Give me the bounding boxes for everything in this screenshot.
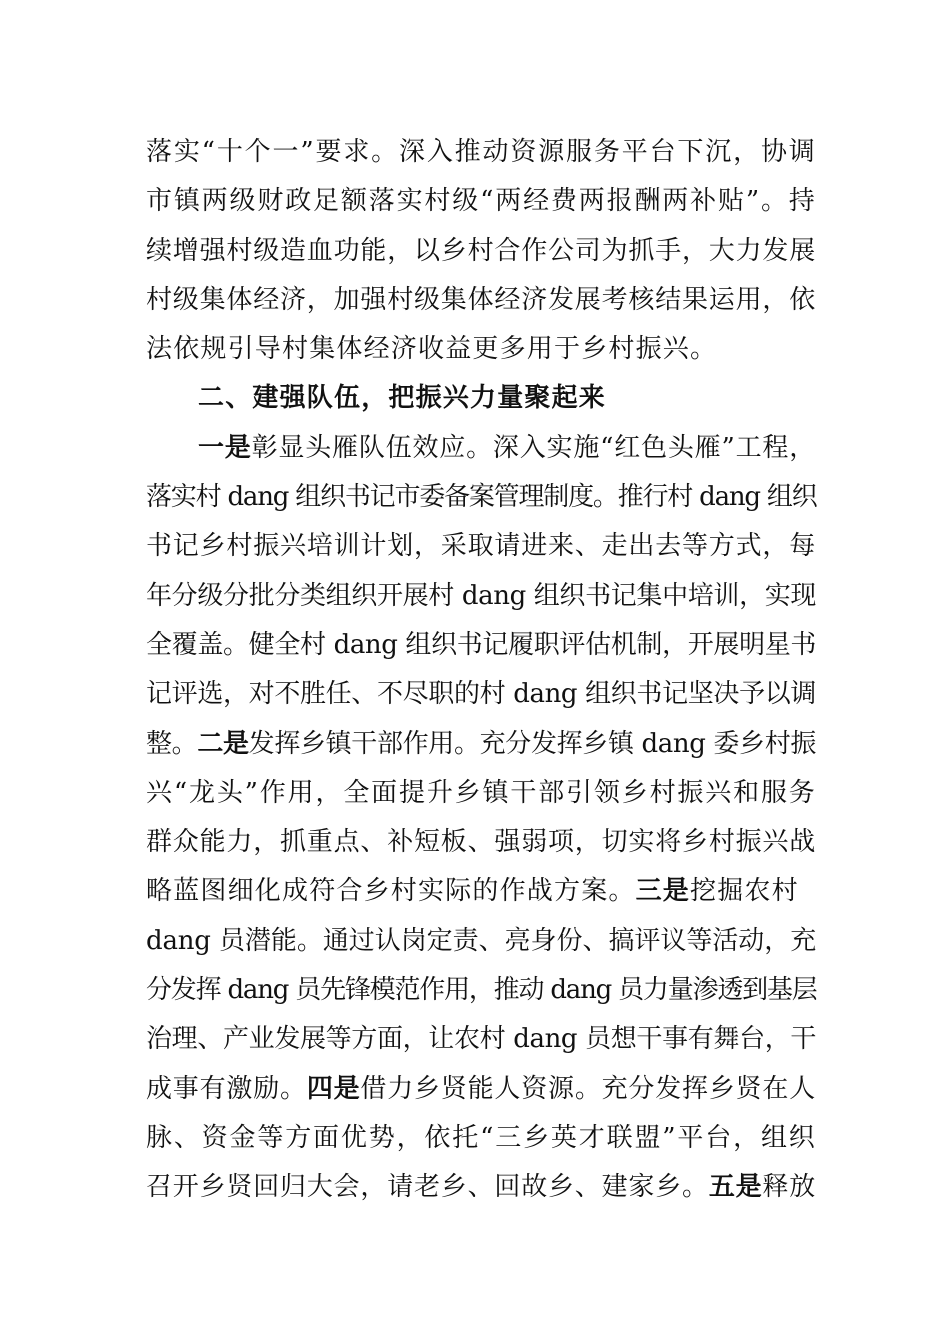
text-segment: 全覆盖。健全村 dang 组织书记履职评估机制，开展明星书 xyxy=(146,629,816,660)
text-line xyxy=(146,276,816,325)
text-line xyxy=(146,572,816,621)
section-heading xyxy=(146,374,816,423)
text-segment: 兴“龙头”作用，全面提升乡镇干部引领乡村振兴和服务 xyxy=(146,777,816,808)
text-segment: 年分级分批分类组织开展村 dang 组织书记集中培训，实现 xyxy=(146,580,816,611)
text-segment: 分发挥 dang 员先锋模范作用，推动 dang 员力量渗透到基层 xyxy=(146,975,817,1006)
text-line xyxy=(146,522,816,571)
text-segment: 发挥乡镇干部作用。充分发挥乡镇 dang 委乡村振 xyxy=(248,728,816,759)
text-segment: 整。 xyxy=(146,728,198,759)
text-segment: 成事有激励。 xyxy=(146,1073,307,1104)
text-segment: 借力乡贤能人资源。充分发挥乡贤在人 xyxy=(360,1073,817,1104)
text-segment: 市镇两级财政足额落实村级“两经费两报酬两补贴”。持 xyxy=(146,186,816,217)
text-line xyxy=(146,1114,816,1163)
text-line xyxy=(146,769,816,818)
text-line xyxy=(146,128,816,177)
text-line xyxy=(146,1065,816,1114)
text-segment: 脉、资金等方面优势，依托“三乡英才联盟”平台，组织 xyxy=(146,1122,816,1153)
bold-keyword: 四是 xyxy=(306,1073,361,1104)
text-line xyxy=(146,670,816,719)
text-segment: 略蓝图细化成符合乡村实际的作战方案。 xyxy=(146,876,636,907)
text-line xyxy=(146,966,816,1015)
text-segment: 续增强村级造血功能，以乡村合作公司为抓手，大力发展 xyxy=(146,235,817,266)
bold-keyword: 三是 xyxy=(635,876,691,907)
text-line xyxy=(146,621,816,670)
text-line xyxy=(146,325,816,374)
bold-keyword: 二、建强队伍，把振兴力量聚起来 xyxy=(198,383,607,414)
text-segment: 彰显头雁队伍效应。深入实施“红色头雁”工程， xyxy=(251,432,816,463)
bold-keyword: 一是 xyxy=(198,432,252,463)
text-line xyxy=(146,1015,816,1064)
document-body xyxy=(146,128,816,1213)
text-segment: 法依规引导村集体经济收益更多用于乡村振兴。 xyxy=(146,334,718,365)
text-line xyxy=(146,867,816,916)
text-line xyxy=(146,177,816,226)
text-line xyxy=(146,227,816,276)
text-segment: 村级集体经济，加强村级集体经济发展考核结果运用，依 xyxy=(146,284,817,315)
bold-keyword: 二是 xyxy=(197,728,249,759)
text-segment: 释放 xyxy=(762,1172,817,1203)
text-line xyxy=(146,424,816,473)
text-line xyxy=(146,917,816,966)
text-line xyxy=(146,1163,816,1212)
text-segment: 召开乡贤回归大会，请老乡、回故乡、建家乡。 xyxy=(146,1172,709,1203)
text-segment: dang 员潜能。通过认岗定责、亮身份、搞评议等活动，充 xyxy=(146,925,816,956)
bold-keyword: 五是 xyxy=(708,1172,763,1203)
text-segment: 书记乡村振兴培训计划，采取请进来、走出去等方式，每 xyxy=(146,531,817,562)
text-segment: 落实“十个一”要求。深入推动资源服务平台下沉，协调 xyxy=(146,137,816,167)
text-segment: 挖掘农村 xyxy=(690,876,799,907)
text-segment: 治理、产业发展等方面，让农村 dang 员想干事有舞台，干 xyxy=(146,1024,816,1055)
text-segment: 落实村 dang 组织书记市委备案管理制度。推行村 dang 组织 xyxy=(146,482,817,513)
text-segment: 群众能力，抓重点、补短板、强弱项，切实将乡村振兴战 xyxy=(146,827,817,858)
text-line xyxy=(146,818,816,867)
text-line xyxy=(146,720,816,769)
text-line xyxy=(146,473,816,522)
text-segment: 记评选，对不胜任、不尽职的村 dang 组织书记坚决予以调 xyxy=(146,679,816,710)
